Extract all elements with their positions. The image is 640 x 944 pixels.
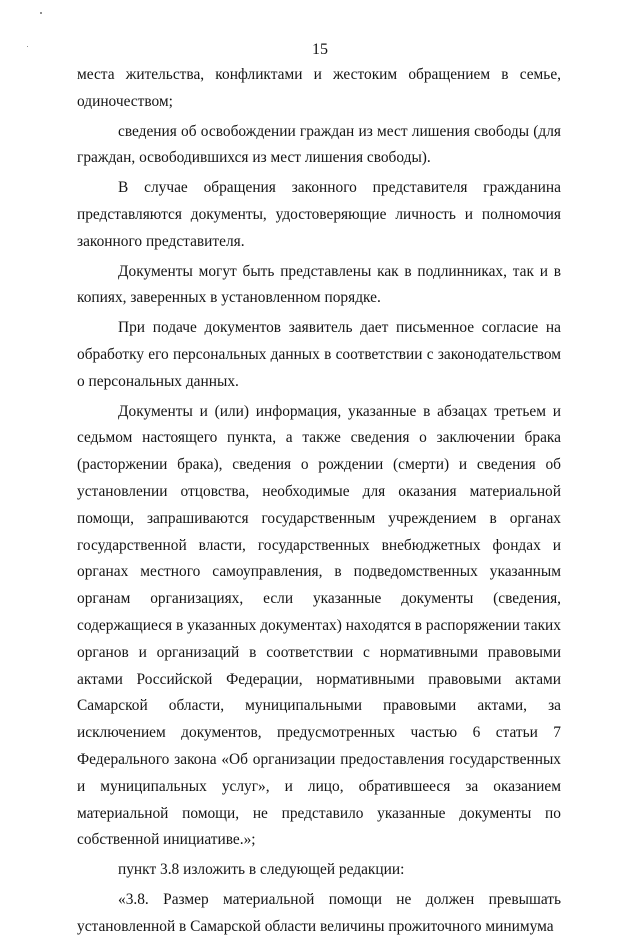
paragraph-release-info: сведения об освобождении граждан из мест лишения свободы (для граждан, освободившихся из мест лишения свободы).: [77, 122, 561, 167]
paragraph-originals-copies: Документы могут быть представлены как в подлинниках, так и в копиях, заверенных в установленном порядке.: [77, 262, 561, 307]
paragraph-amendment-instruction: пункт 3.8 изложить в следующей редакции:: [118, 861, 405, 879]
page-number: 15: [312, 41, 328, 58]
paragraph-consent: При подаче документов заявитель дает письменное согласие на обработку его персональных данных в соответствии с законодательством о персональных данных.: [77, 319, 561, 390]
paragraph-continuation: места жительства, конфликтами и жестоким обращением в семье, одиночеством;: [77, 66, 561, 110]
paragraph-legal-representative: В случае обращения законного представителя гражданина представляются документы, удостоверяющие личность и полномочия законного представителя.: [77, 179, 561, 250]
document-body: [77, 62, 561, 944]
scan-speck: [40, 12, 42, 14]
paragraph-interagency-requests: Документы и (или) информация, указанные в абзацах третьем и седьмом настоящего пункта, а также сведения о заключении брака (расторжении брака), сведения о рождении (смерти) и сведения об установлении отцовства, необходимые для оказания материальной помощи, запрашиваются государственным учреждением в органах государственной власти, государственных внебюджетных фондах и органах местного самоуправления, в подведомственных указанным органам организациях, если указанные документы (сведения, содержащиеся в указанных документах) находятся в распоряжении таких органов и организаций в соответствии с нормативными правовыми актами Российской Федерации, нормативными правовыми актами Самарской области, муниципальными правовыми актами, за исключением документов, предусмотренных частью 6 статьи 7 Федерального закона «Об организации предоставления государственных и муниципальных услуг», и лицо, обратившееся за оказанием материальной помощи, не представило указанные документы по собственной инициативе.»;: [77, 402, 561, 849]
paragraph-clause-3-8: «3.8. Размер материальной помощи не должен превышать установленной в Самарской области величины прожиточного минимума: [77, 890, 561, 935]
